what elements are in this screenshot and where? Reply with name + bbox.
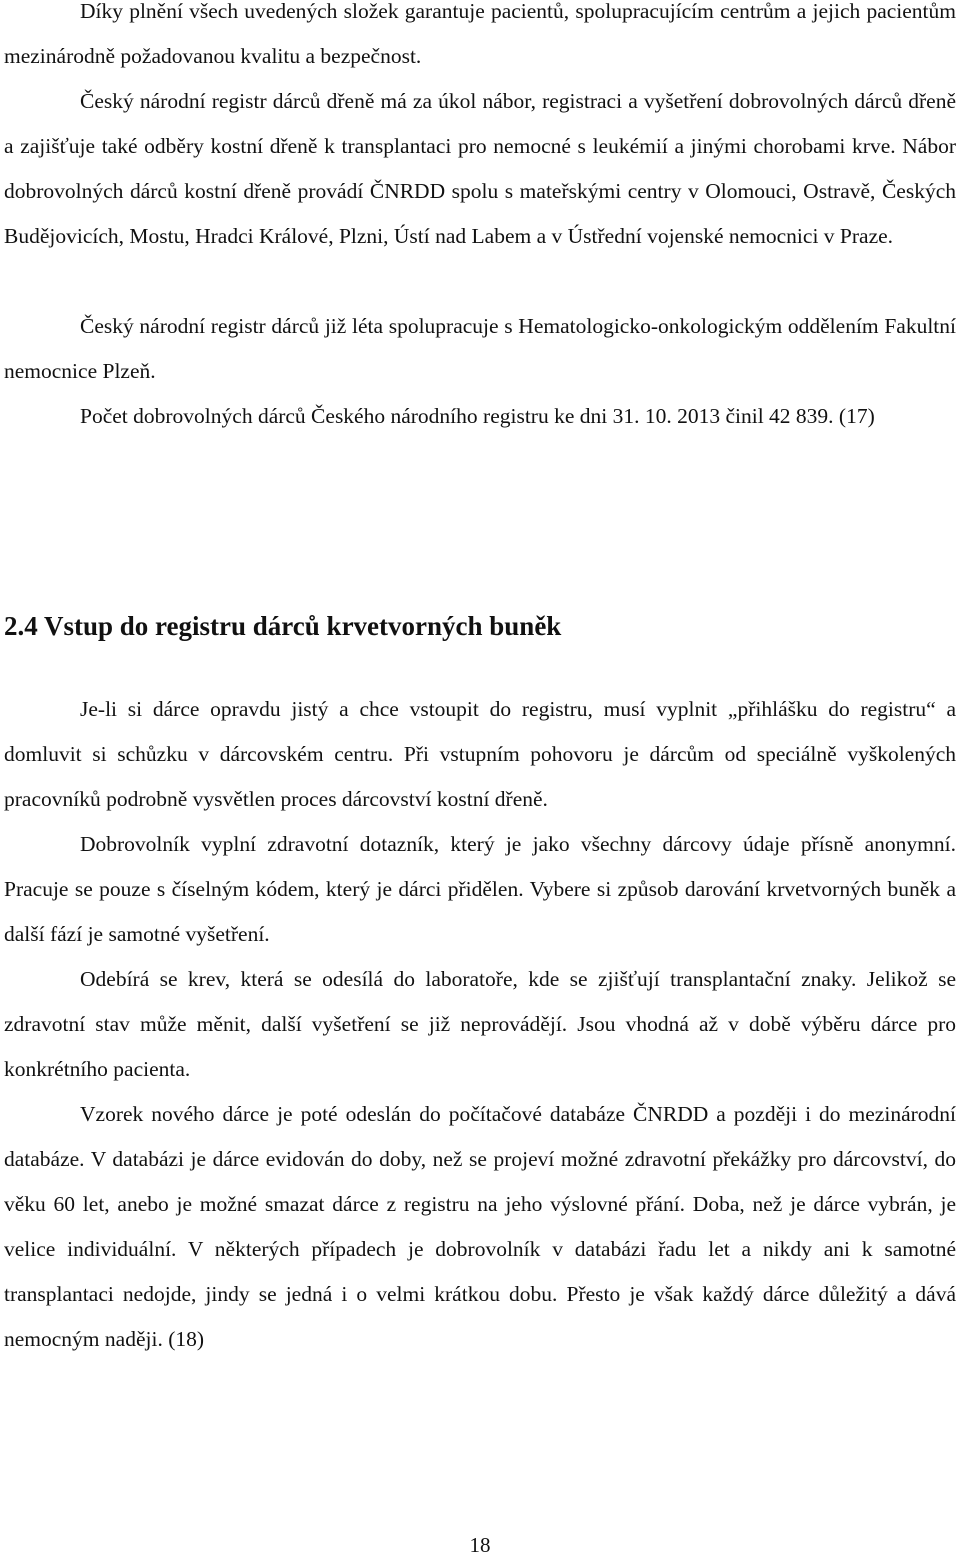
paragraph-donor-count: Počet dobrovolných dárců Českého národního registru ke dni 31. 10. 2013 činil 42 839. (17)	[80, 404, 875, 428]
paragraph-blood-test: Odebírá se krev, která se odesílá do laboratoře, kde se zjišťují transplantační znaky. Jelikož se zdravotní stav může měnit, další vyšetření se již neprovádějí. Jsou vhodná až v době výběru dárce pro konkrétního pacienta.	[4, 967, 956, 1081]
page-number: 18	[469, 1533, 491, 1557]
paragraph-cooperation: Český národní registr dárců již léta spolupracuje s Hematologicko-onkologickým oddělením Fakultní nemocnice Plzeň.	[4, 314, 956, 383]
paragraph-database: Vzorek nového dárce je poté odeslán do počítačové databáze ČNRDD a později i do mezinárodní databáze. V databázi je dárce evidován do doby, než se projeví možné zdravotní překážky pro dárcovství, do věku 60 let, anebo je možné smazat dárce z registru na jeho výslovné přání. Doba, než je dárce vybrán, je velice individuální. V některých případech je dobrovolník v databázi řadu let a nikdy ani k samotné transplantaci nedojde, jindy se jedná i o velmi krátkou dobu. Přesto je však každý dárce důležitý a dává nemocným naději. (18)	[4, 1102, 956, 1351]
paragraph-questionnaire: Dobrovolník vyplní zdravotní dotazník, který je jako všechny dárcovy údaje přísně anonymní. Pracuje se pouze s číselným kódem, který je dárci přidělen. Vybere si způsob darování krvetvorných buněk a další fází je samotné vyšetření.	[4, 832, 956, 946]
paragraph-registration: Je-li si dárce opravdu jistý a chce vstoupit do registru, musí vyplnit „přihlášku do registru“ a domluvit si schůzku v dárcovském centru. Při vstupním pohovoru je dárcům od speciálně vyškolených pracovníků podrobně vysvětlen proces dárcovství kostní dřeně.	[4, 697, 956, 811]
paragraph-quality: Díky plnění všech uvedených složek garantuje pacientů, spolupracujícím centrům a jejich pacientům mezinárodně požadovanou kvalitu a bezpečnost.	[4, 0, 956, 68]
paragraph-registry-recruitment: Český národní registr dárců dřeně má za úkol nábor, registraci a vyšetření dobrovolných dárců dřeně a zajišťuje také odběry kostní dřeně k transplantaci pro nemocné s leukémií a jinými chorobami krve. Nábor dobrovolných dárců kostní dřeně provádí ČNRDD spolu s mateřskými centry v Olomouci, Ostravě, Českých Budějovicích, Mostu, Hradci Králové, Plzni, Ústí nad Labem a v Ústřední vojenské nemocnici v Praze.	[4, 89, 956, 248]
section-heading: 2.4 Vstup do registru dárců krvetvorných buněk	[4, 611, 562, 641]
